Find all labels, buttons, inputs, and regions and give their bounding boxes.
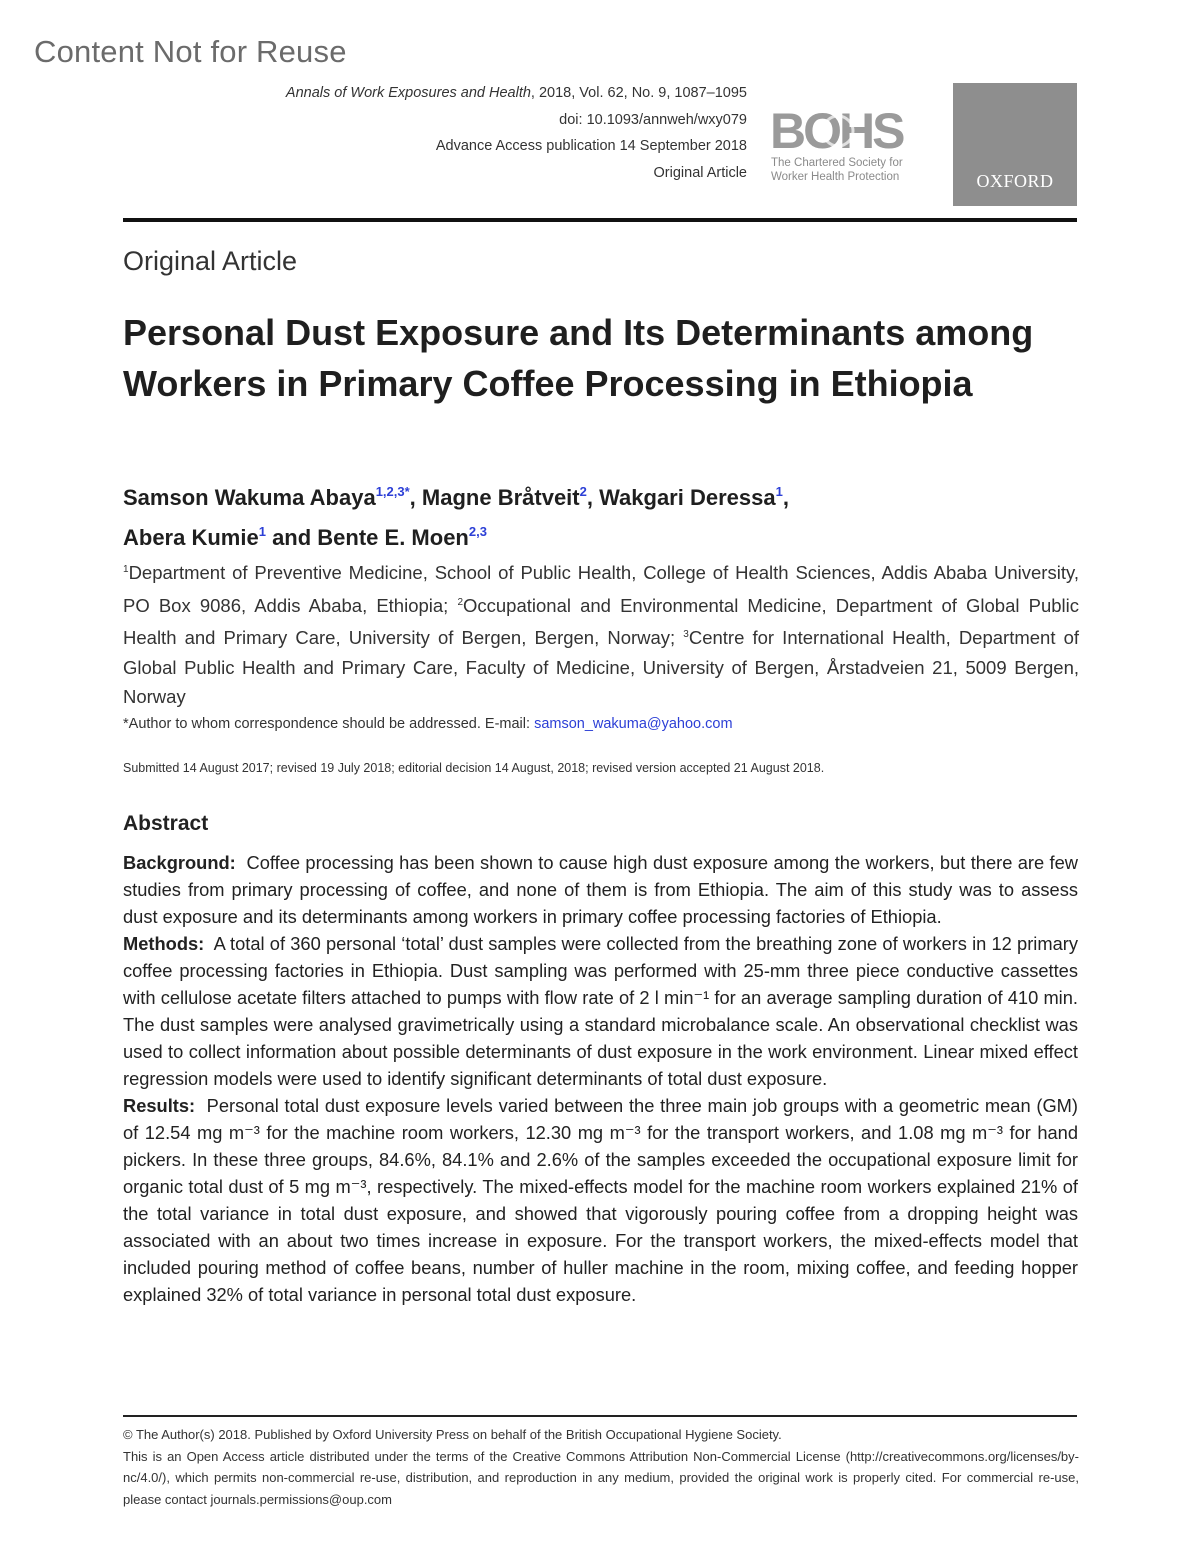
- author-name: Magne Bråtveit: [421, 485, 580, 510]
- author-name: Samson Wakuma Abaya: [123, 485, 376, 510]
- results-label: Results:: [123, 1095, 196, 1116]
- article-title: Personal Dust Exposure and Its Determinants among Workers in Primary Coffee Processing in Ethiopia: [123, 312, 1034, 404]
- author-separator: ,: [409, 485, 422, 510]
- copyright-notice: © The Author(s) 2018. Published by Oxford University Press on behalf of the British Occupational Hygiene Society.: [123, 1427, 782, 1442]
- bohs-tagline-line-1: The Chartered Society for: [771, 157, 903, 169]
- affiliation-number: 2: [457, 596, 463, 608]
- header-divider: [123, 218, 1077, 222]
- affiliation-number: 1: [123, 564, 129, 575]
- bohs-logo: [768, 104, 938, 194]
- bohs-tagline: [771, 156, 941, 184]
- oxford-logo: [953, 83, 1077, 206]
- background-label: Background:: [123, 852, 236, 873]
- author-separator: and: [265, 525, 318, 550]
- bohs-logo-text: BOHS: [770, 104, 903, 156]
- author-affiliation-marker[interactable]: 1: [775, 484, 783, 499]
- author-name: Wakgari Deressa: [599, 485, 776, 510]
- correspondence-email-link[interactable]: samson_wakuma@yahoo.com: [534, 716, 733, 732]
- journal-name: Annals of Work Exposures and Health: [285, 85, 531, 101]
- bohs-tagline-line-2: Worker Health Protection: [771, 171, 900, 183]
- watermark: Content Not for Reuse: [34, 34, 347, 69]
- oxford-logo-text: OXFORD: [976, 171, 1054, 191]
- author-affiliation-marker[interactable]: 2: [579, 484, 587, 499]
- correspondence: [123, 716, 733, 732]
- license-notice: This is an Open Access article distributed under the terms of the Creative Commons Attribution Non-Commercial License (http://creativecommons.org/licenses/by-nc/4.0/), which permits non-commercial re-use, distribution, and reproduction in any medium, provided the original work is properly cited. For commercial re-use, please contact journals.permissions@oup.com: [123, 1448, 1079, 1507]
- affiliation-text: Occupational and Environmental Medicine, Department of Global Public Health and Primary Care, University of Bergen, Bergen, Norway;: [123, 594, 1079, 648]
- article-type: Original Article: [123, 246, 298, 276]
- abstract-heading: Abstract: [123, 812, 209, 835]
- author-separator: ,: [586, 485, 600, 510]
- author-affiliation-marker[interactable]: 1: [258, 524, 266, 539]
- background-text: Coffee processing has been shown to cause high dust exposure among the workers, but there are few studies from primary processing of coffee, and none of them is from Ethiopia. The aim of this study was to assess dust exposure and its determinants among workers in primary coffee processing factories of Ethiopia.: [123, 852, 1078, 927]
- affiliation-number: 3: [683, 629, 689, 640]
- author-name: Bente E. Moen: [317, 525, 469, 550]
- bohs-logo-mark: [768, 104, 938, 156]
- author-affiliation-marker[interactable]: 1,2,3*: [375, 484, 410, 499]
- abstract-body: [123, 849, 1078, 1308]
- publication-date: Advance Access publication 14 September 2018: [435, 138, 747, 154]
- author-name: Abera Kumie: [123, 525, 259, 550]
- abstract-results: [123, 1092, 1078, 1308]
- footer: [123, 1424, 1079, 1510]
- methods-text: A total of 360 personal ‘total’ dust samples were collected from the breathing zone of workers in 12 primary coffee processing factories in Ethiopia. Dust sampling was performed with 25-mm three piece conductive cassettes with cellulose acetate filters attached to pumps with flow rate of 2 l min⁻¹ for an average sampling duration of 410 min. The dust samples were analysed gravimetrically using a standard microbalance scale. An observational checklist was used to collect information about possible determinants of dust exposure in the work environment. Linear mixed effect regression models were used to identify significant determinants of total dust exposure.: [123, 933, 1078, 1089]
- results-text: Personal total dust exposure levels varied between the three main job groups with a geometric mean (GM) of 12.54 mg m⁻³ for the machine room workers, 12.30 mg m⁻³ for the transport workers, and 1.08 mg m⁻³ for hand pickers. In these three groups, 84.6%, 84.1% and 2.6% of the samples exceeded the occupational exposure limit for organic total dust of 5 mg m⁻³, respectively. The mixed-effects model for the machine room workers explained 21% of the total variance in total dust exposure, and showed that vigorously pouring coffee from a dropping height was associated with an about two times increase in exposure. For the transport workers, the mixed-effects model that included pouring method of coffee beans, number of huller machine in the room, mixing coffee, and feeding hopper explained 32% of total variance in personal total dust exposure.: [123, 1095, 1078, 1305]
- affiliation-text: Department of Preventive Medicine, School of Public Health, College of Health Sciences, Addis Ababa University, PO Box 9086, Addis Ababa, Ethiopia;: [123, 562, 1079, 616]
- author-separator: ,: [782, 485, 789, 510]
- correspondence-label: *Author to whom correspondence should be addressed. E-mail:: [123, 716, 535, 732]
- affiliations: [123, 555, 1079, 712]
- footer-divider: [123, 1415, 1077, 1417]
- journal-citation: [147, 80, 747, 107]
- abstract-background: [123, 849, 1078, 930]
- volume-info: , 2018, Vol. 62, No. 9, 1087–1095: [530, 85, 747, 101]
- article-type-header: Original Article: [653, 164, 747, 181]
- submission-dates: Submitted 14 August 2017; revised 19 July 2018; editorial decision 14 August, 2018; revised version accepted 21 August 2018.: [123, 761, 825, 775]
- abstract-methods: [123, 930, 1078, 1092]
- methods-label: Methods:: [123, 933, 205, 954]
- author-affiliation-marker[interactable]: 2,3: [468, 524, 487, 539]
- citation-block: [147, 80, 747, 186]
- doi: doi: 10.1093/annweh/wxy079: [559, 111, 747, 128]
- author-list: [123, 475, 1083, 555]
- affiliation-text: Centre for International Health, Department of Global Public Health and Primary Care, Faculty of Medicine, University of Bergen, Årstadveien 21, 5009 Bergen, Norway: [123, 627, 1080, 707]
